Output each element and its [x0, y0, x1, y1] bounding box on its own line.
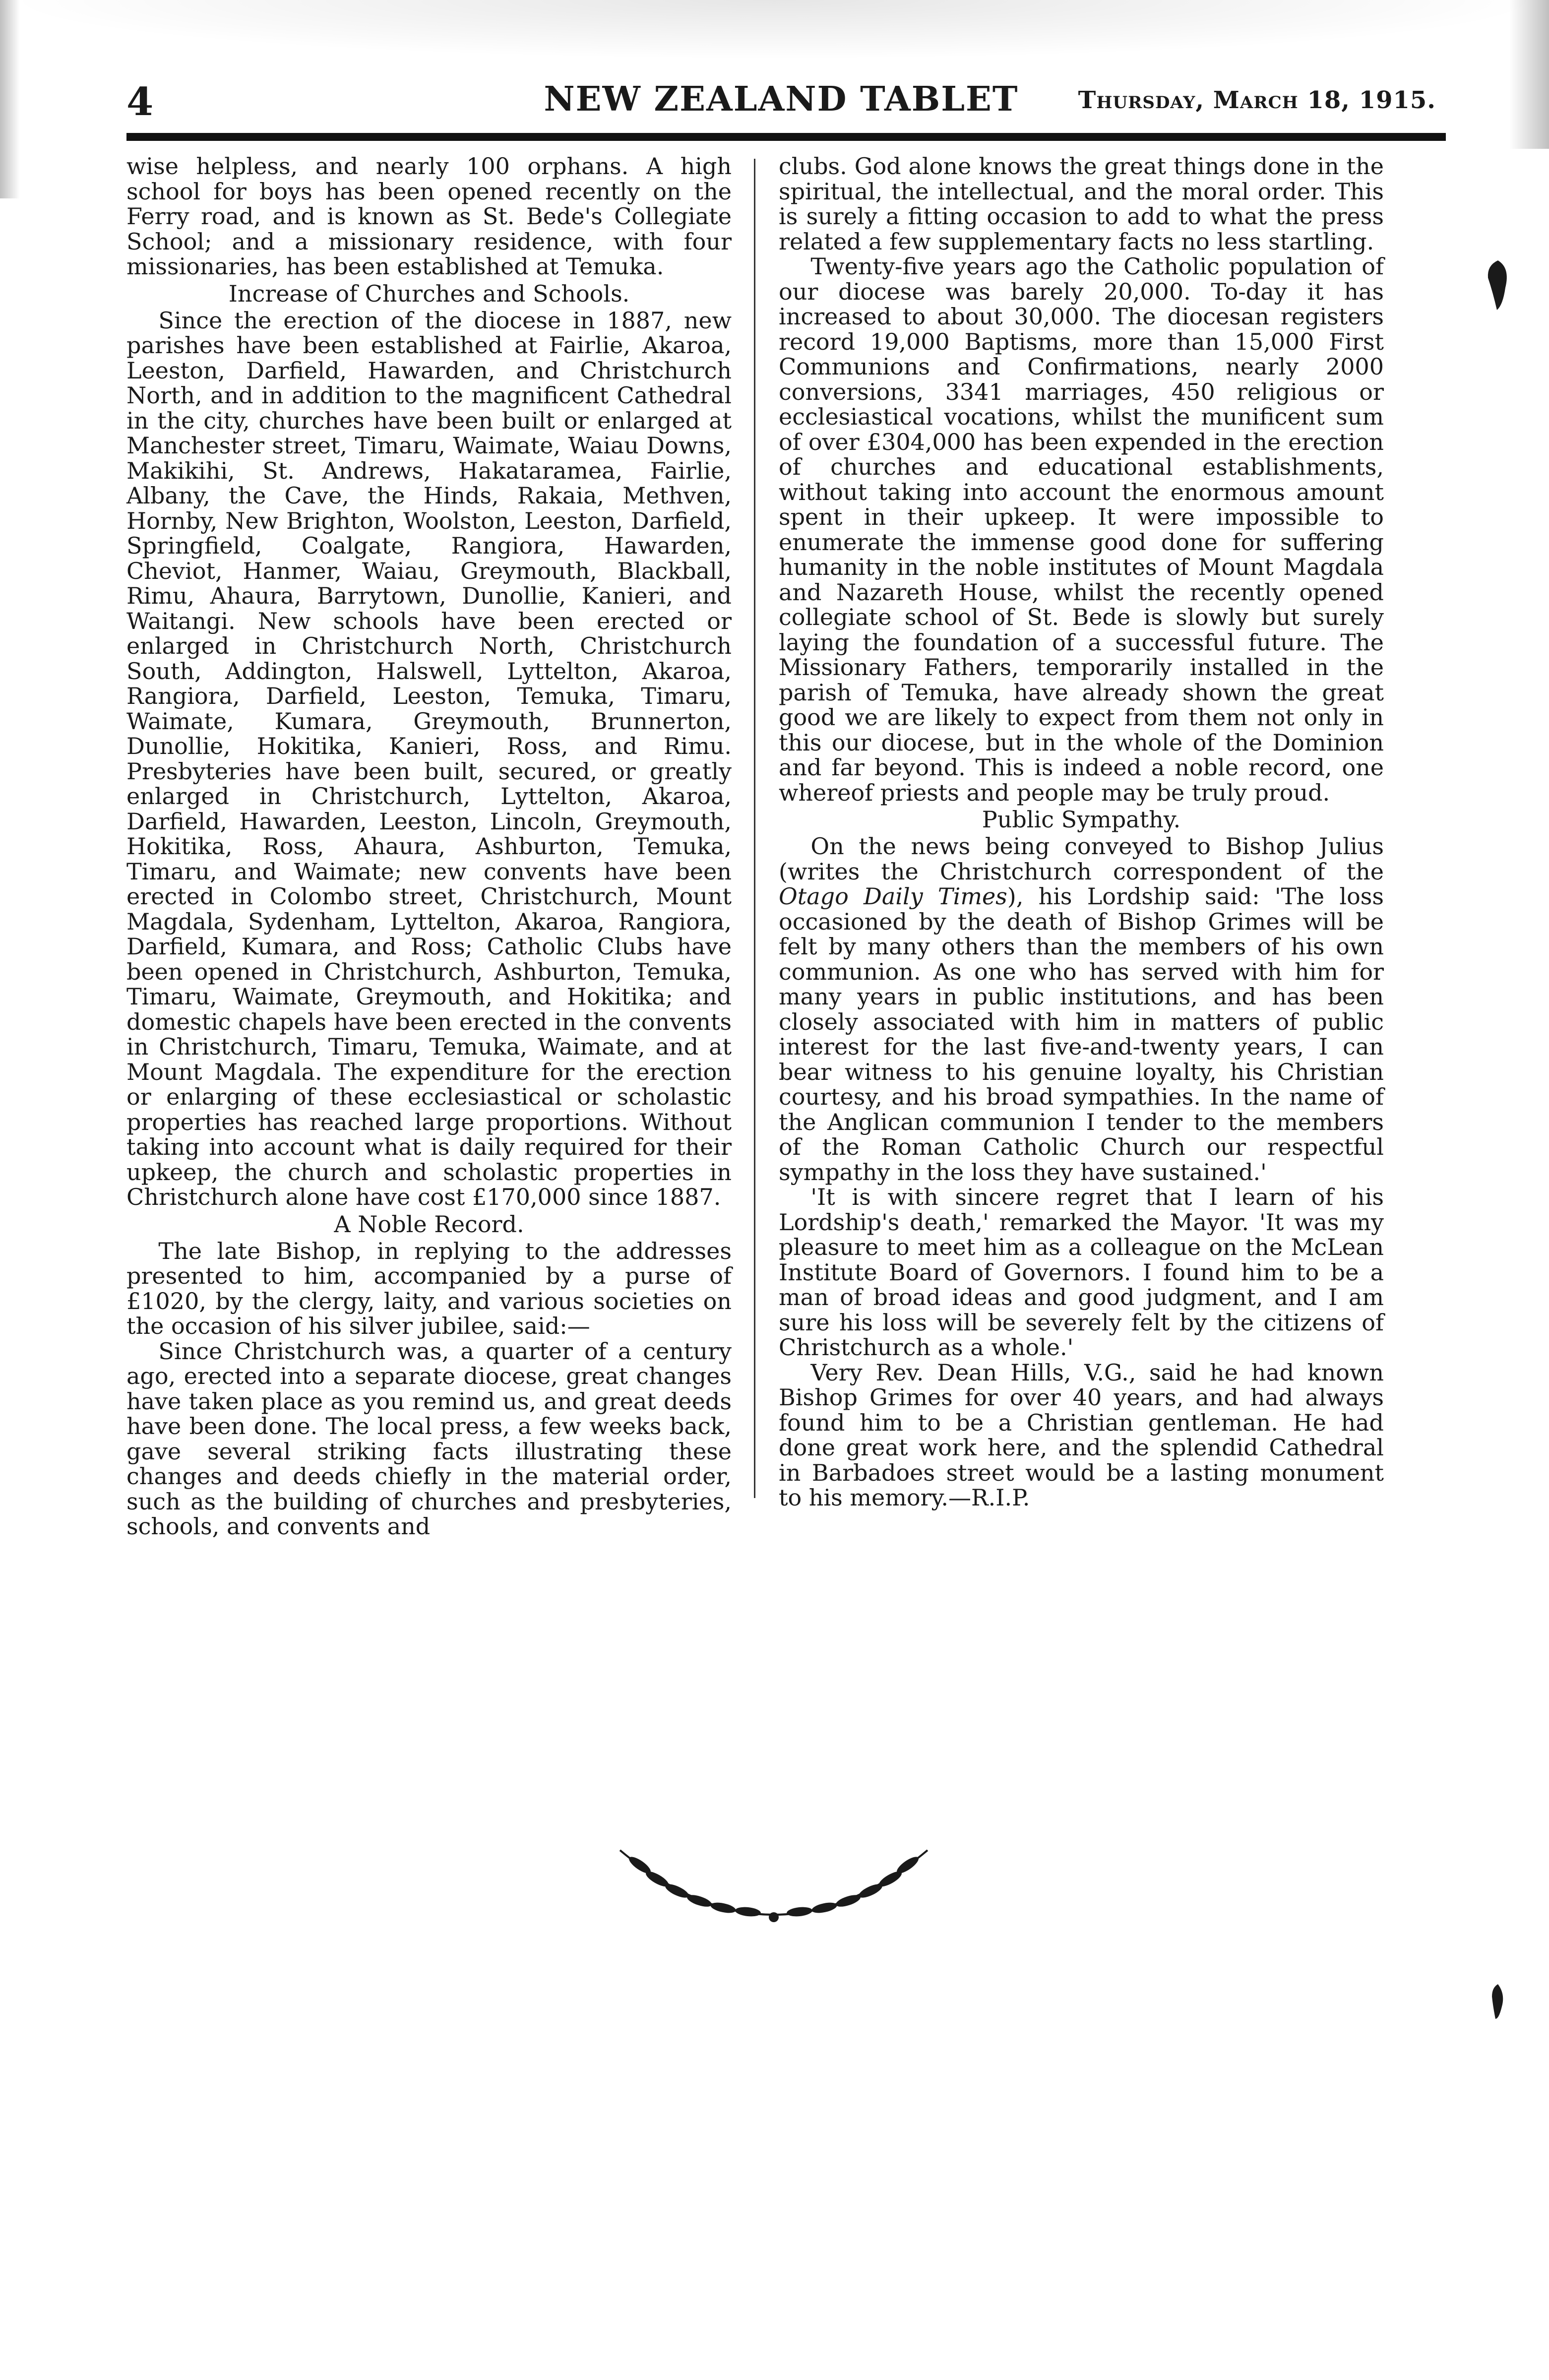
page-number: 4: [126, 79, 154, 125]
scan-edge-right: [1509, 0, 1549, 149]
article-paragraph: Very Rev. Dean Hills, V.G., said he had known Bishop Grimes for over 40 years, and had always found him to be a Christian gentleman. He had done great work here, and the splendid Cathedral in Barbadoes street would be a lasting monument to his memory.—R.I.P.: [779, 1359, 1384, 1511]
ink-blot-mark: [1483, 258, 1513, 313]
article-paragraph: 'It is with sincere regret that I learn of his Lordship's death,' remarked the Mayor. 'It was my pleasure to meet him as a colleague on the McLean Institute Board of Governors. I found him to be a man of broad ideas and good judgment, and I am sure his loss will be severely felt by the citizens of Christchurch as a whole.': [779, 1184, 1384, 1361]
paragraph-text: ), his Lordship said: 'The loss occasioned by the death of Bishop Grimes will be felt by many others than the members of his own communion. As one who has served with him for many years in public institutions, and has been closely associated with him in matters of public interest for the last five-and-twenty years, I can bear witness to his genuine loyalty, his Christian courtesy, and his broad sympathies. In the name of the Anglican communion I tender to the members of the Roman Catholic Church our respectful sympathy in the loss they have sustained.': [779, 883, 1384, 1186]
page-header: [126, 79, 1436, 134]
header-rule: [126, 133, 1446, 141]
newspaper-name: Otago Daily Times: [779, 883, 1007, 910]
issue-date: Thursday, March 18, 1915.: [1078, 86, 1436, 114]
article-paragraph: The late Bishop, in replying to the addresses presented to him, accompanied by a purse of £1020, by the clergy, laity, and various societies on the occasion of his silver jubilee, said:—: [126, 1237, 732, 1339]
column-divider: [754, 159, 755, 1498]
section-heading: Increase of Churches and Schools.: [228, 280, 630, 307]
left-column: [126, 154, 732, 1539]
article-paragraph: Twenty-five years ago the Catholic population of our diocese was barely 20,000. To-day it has increased to about 30,000. The diocesan registers record 19,000 Baptisms, more than 15,000 First Communions and Confirmations, nearly 2000 conversions, 3341 marriages, 450 religious or ecclesiastical vocations, whilst the munificent sum of over £304,000 has been expended in the erection of churches and educational establishments, without taking into account the enormous amount spent in their upkeep. It were impossible to enumerate the immense good done for suffering humanity in the noble institutes of Mount Magdala and Nazareth House, whilst the recently opened collegiate school of St. Bede is slowly but surely laying the foundation of a successful future. The Missionary Fathers, temporarily installed in the parish of Temuka, have already shown the great good we are likely to expect from them not only in this our diocese, but in the whole of the Dominion and far beyond. This is indeed a noble record, one whereof priests and people may be truly proud.: [779, 253, 1384, 806]
article-paragraph: wise helpless, and nearly 100 orphans. A high school for boys has been opened recently on the Ferry road, and is known as St. Bede's Collegiate School; and a missionary residence, with four missionaries, has been established at Temuka.: [126, 153, 732, 280]
ink-blot-mark: [1488, 1982, 1508, 2021]
article-paragraph: [779, 834, 1384, 1185]
scan-edge-left: [0, 0, 20, 198]
right-column: [779, 154, 1384, 1510]
article-paragraph: Since Christchurch was, a quarter of a century ago, erected into a separate diocese, great changes have taken place as you remind us, and great deeds have been done. The local press, a few weeks back, gave several striking facts illustrating these changes and deeds chiefly in the material order, such as the building of churches and presbyteries, schools, and convents and: [126, 1337, 732, 1540]
section-heading: Public Sympathy.: [982, 806, 1181, 833]
paragraph-text: On the news being conveyed to Bishop Julius (writes the Christchurch correspondent of the: [779, 833, 1384, 885]
masthead-title: NEW ZEALAND TABLET: [544, 79, 1019, 119]
laurel-wreath-icon: [610, 1830, 937, 1940]
section-heading: A Noble Record.: [334, 1210, 524, 1238]
article-paragraph: clubs. God alone knows the great things done in the spiritual, the intellectual, and the moral order. This is surely a fitting occasion to add to what the press related a few supplementary facts no less startling.: [779, 153, 1384, 255]
article-paragraph: Since the erection of the diocese in 1887, new parishes have been established at Fairlie, Akaroa, Leeston, Darfield, Hawarden, and Christchurch North, and in addition to the magnificent Cathedral in the city, churches have been built or enlarged at Manchester street, Timaru, Waimate, Waiau Downs, Makikihi, St. Andrews, Hakataramea, Fairlie, Albany, the Cave, the Hinds, Rakaia, Methven, Hornby, New Brighton, Woolston, Leeston, Darfield, Springfield, Coalgate, Rangiora, Hawarden, Cheviot, Hanmer, Waiau, Greymouth, Blackball, Rimu, Ahaura, Barrytown, Dunollie, Kanieri, and Waitangi. New schools have been erected or enlarged in Christchurch North, Christchurch South, Addington, Halswell, Lyttelton, Akaroa, Rangiora, Darfield, Leeston, Temuka, Timaru, Waimate, Kumara, Greymouth, Brunnerton, Dunollie, Hokitika, Kanieri, Ross, and Rimu. Presbyteries have been built, secured, or greatly enlarged in Christchurch, Lyttelton, Akaroa, Darfield, Hawarden, Leeston, Lincoln, Greymouth, Hokitika, Ross, Ahaura, Ashburton, Temuka, Timaru, and Waimate; new convents have been erected in Colombo street, Christchurch, Mount Magdala, Sydenham, Lyttelton, Akaroa, Rangiora, Darfield, Kumara, and Ross; Catholic Clubs have been opened in Christchurch, Ashburton, Temuka, Timaru, Waimate, Greymouth, and Hokitika; and domestic chapels have been erected in the convents in Christchurch, Timaru, Temuka, Waimate, and at Mount Magdala. The expenditure for the erection or enlarging of these ecclesiastical or scholastic properties has reached large proportions. Without taking into account what is daily required for their upkeep, the church and scholastic properties in Christchurch alone have cost £170,000 since 1887.: [126, 307, 732, 1210]
scan-edge-top: [0, 0, 1549, 60]
